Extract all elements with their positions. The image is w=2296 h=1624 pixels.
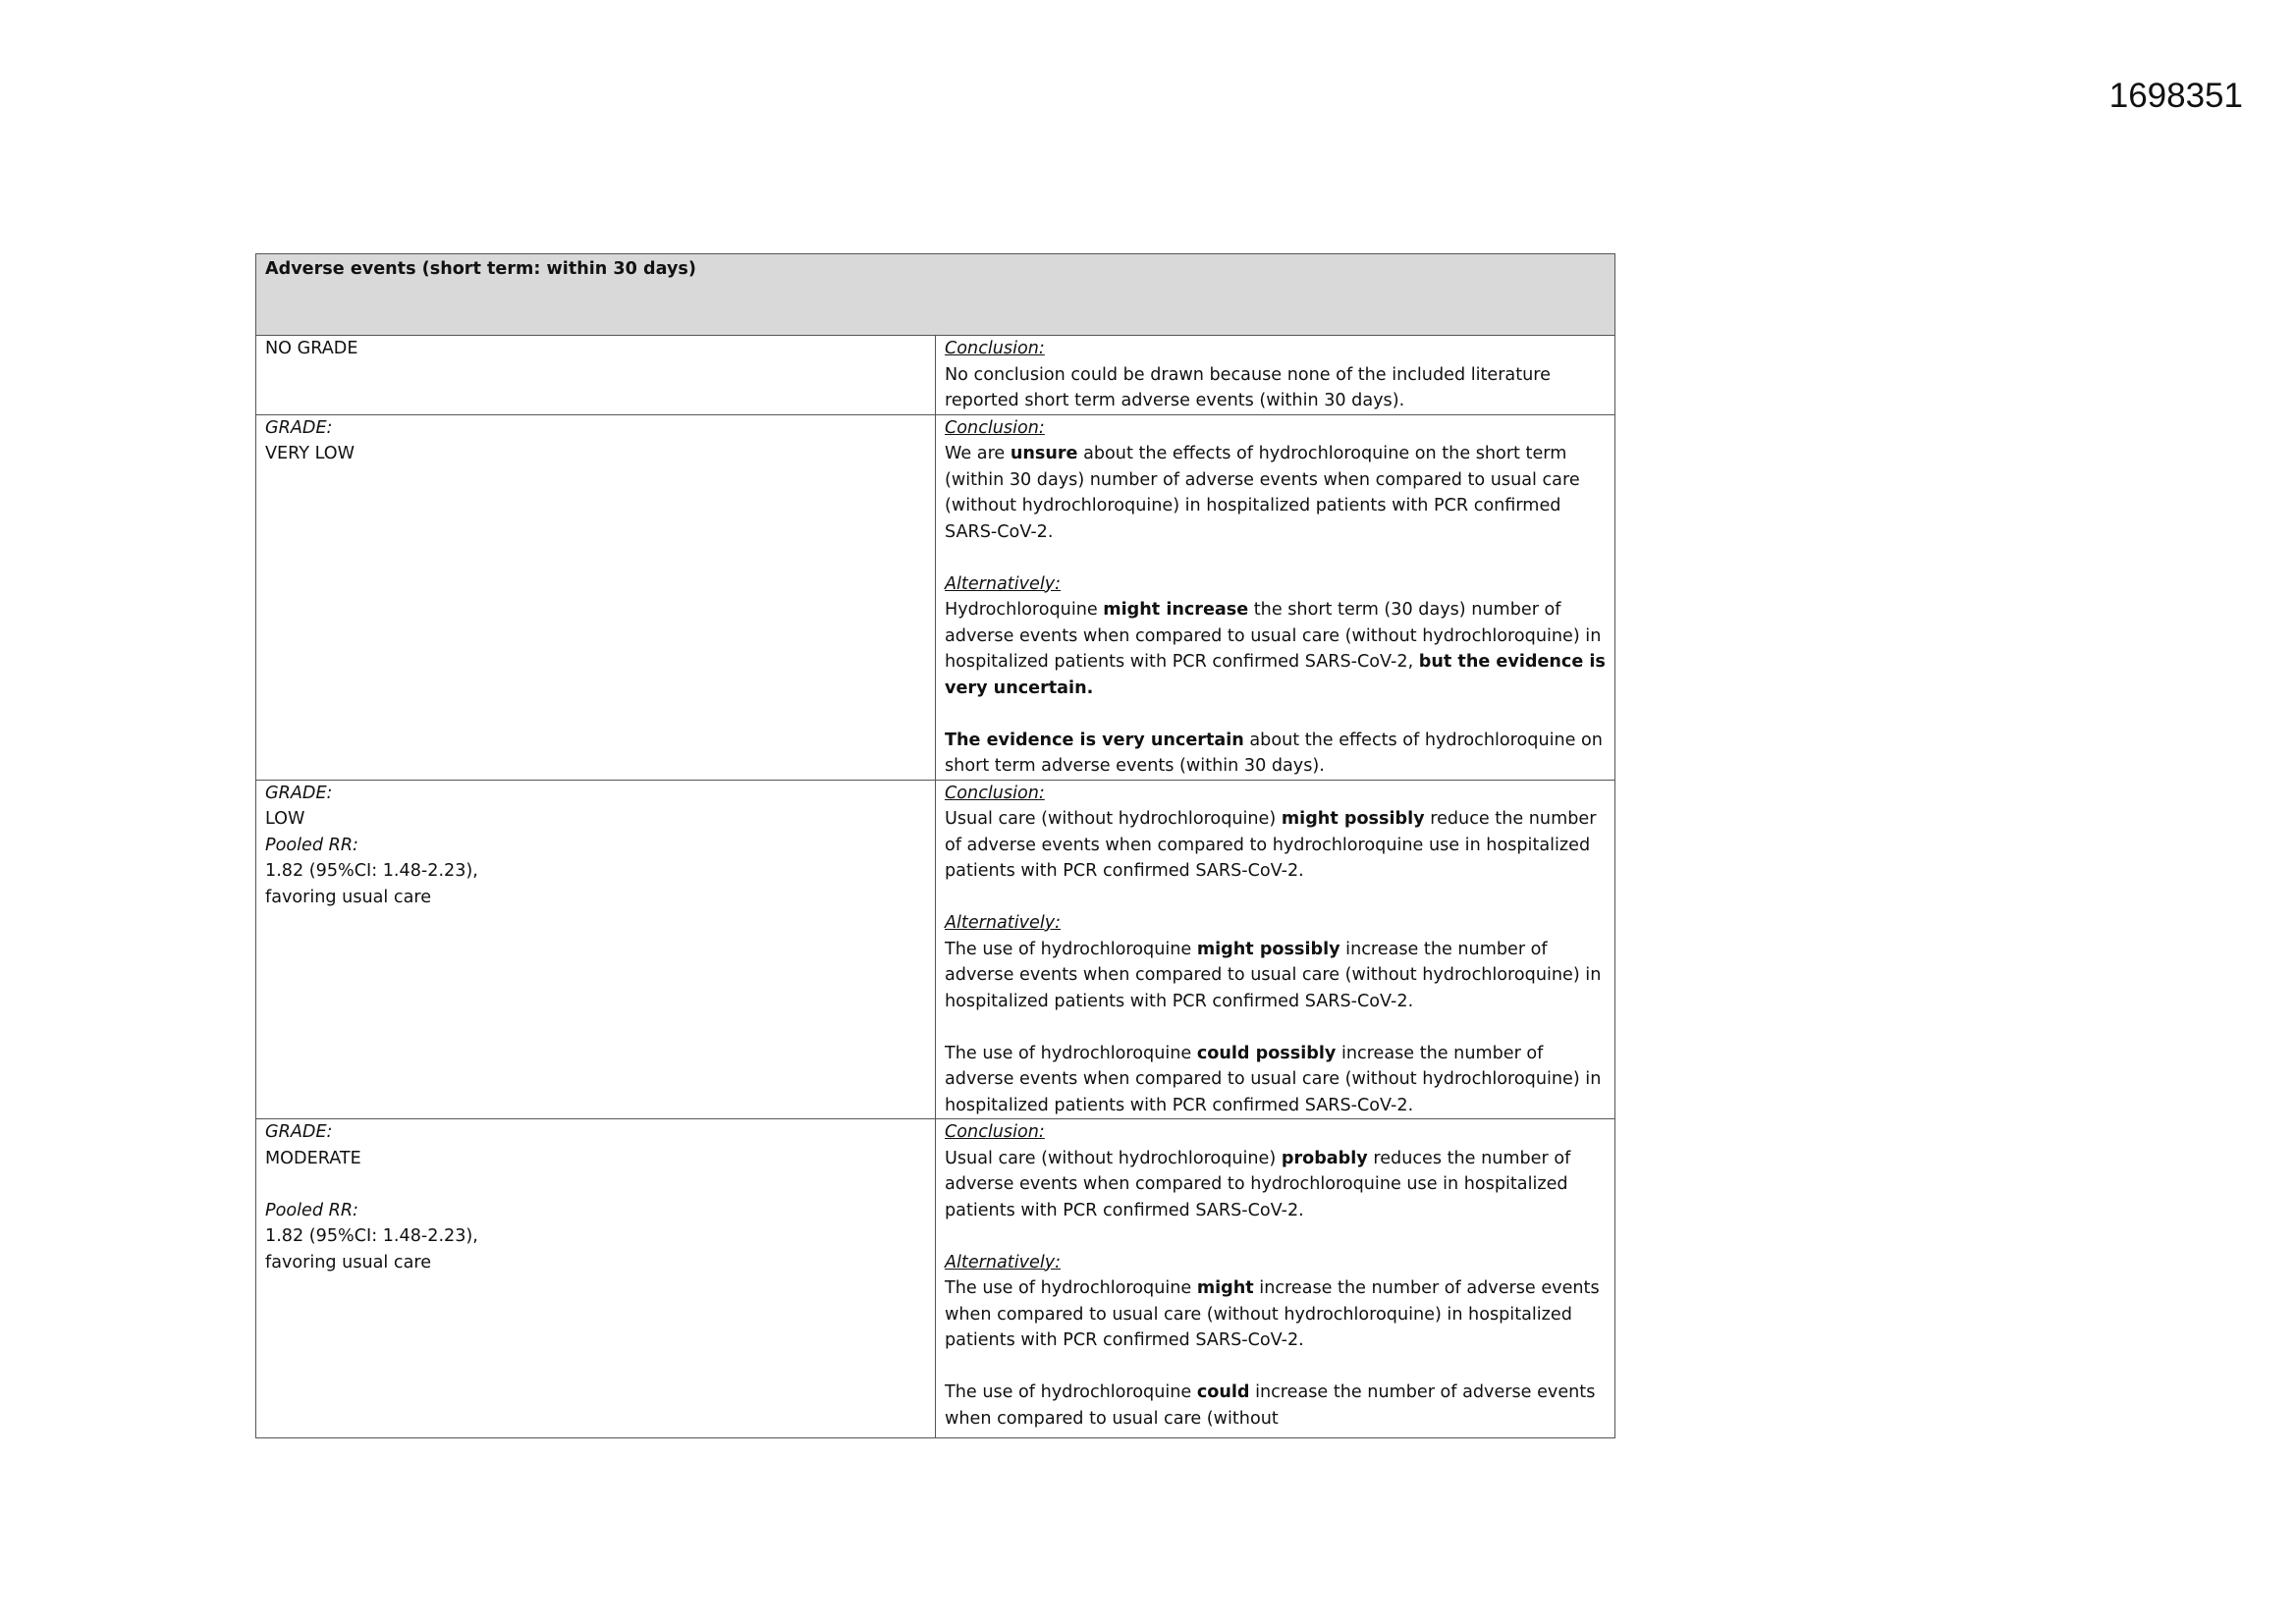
table-row (256, 336, 1615, 415)
alternative-label: Alternatively: (945, 913, 1062, 933)
conclusion-text: Usual care (without hydrochloroquine) probably reduces the number of adverse events when compared to hydrochloroquine use in hospitalized patients with PCR confirmed SARS-CoV-2. (945, 1148, 1571, 1220)
alternative-text: Hydrochloroquine might increase the short term (30 days) number of adverse events when compared to usual care (without hydrochloroquine) in hospitalized patients with PCR confirmed SARS-CoV-2, but the evidence is very uncertain. (945, 600, 1606, 698)
grade-cell (256, 336, 936, 415)
table-header-row (256, 254, 1615, 336)
grade-cell (256, 1119, 936, 1438)
alternative-text: The use of hydrochloroquine might possibly increase the number of adverse events when compared to usual care (without hydrochloroquine) in hospitalized patients with PCR confirmed SARS-CoV-2. (945, 939, 1602, 1011)
grade-cell (256, 780, 936, 1119)
grade-label: GRADE: (265, 417, 333, 438)
document-number: 1698351 (2108, 77, 2243, 115)
table-row (256, 1119, 1615, 1438)
pooled-rr-label: Pooled RR: (265, 835, 358, 855)
final-text: The use of hydrochloroquine could increase the number of adverse events when compared to usual care (without (945, 1382, 1596, 1429)
grade-value: MODERATE (265, 1148, 361, 1168)
conclusion-cell (936, 414, 1615, 780)
conclusion-label: Conclusion: (945, 417, 1045, 438)
conclusion-label: Conclusion: (945, 783, 1045, 803)
conclusion-cell (936, 780, 1615, 1119)
conclusion-text: No conclusion could be drawn because none of the included literature reported short term adverse events (within 30 days). (945, 364, 1551, 410)
table-row (256, 780, 1615, 1119)
table-header: Adverse events (short term: within 30 days) (256, 254, 1615, 336)
table-row (256, 414, 1615, 780)
conclusion-text: Usual care (without hydrochloroquine) might possibly reduce the number of adverse events when compared to hydrochloroquine use in hospitalized patients with PCR confirmed SARS-CoV-2. (945, 809, 1597, 881)
conclusion-cell (936, 336, 1615, 415)
alternative-label: Alternatively: (945, 573, 1062, 594)
pooled-rr-note: favoring usual care (265, 1252, 432, 1272)
conclusion-text: We are unsure about the effects of hydrochloroquine on the short term (within 30 days) number of adverse events when compared to usual care (without hydrochloroquine) in hospitalized patients with PCR confirmed SARS-CoV-2. (945, 444, 1580, 542)
alternative-label: Alternatively: (945, 1252, 1062, 1272)
adverse-events-table (255, 253, 1615, 1438)
grade-value: NO GRADE (265, 339, 358, 358)
grade-value: VERY LOW (265, 444, 355, 463)
conclusion-label: Conclusion: (945, 1122, 1045, 1142)
pooled-rr-value: 1.82 (95%CI: 1.48-2.23), (265, 1226, 478, 1246)
grade-cell (256, 414, 936, 780)
grade-value: LOW (265, 809, 305, 829)
conclusion-label: Conclusion: (945, 339, 1045, 358)
grade-label: GRADE: (265, 1122, 333, 1142)
conclusion-cell (936, 1119, 1615, 1438)
grade-label: GRADE: (265, 783, 333, 803)
final-text: The evidence is very uncertain about the effects of hydrochloroquine on short term adverse events (within 30 days). (945, 730, 1603, 776)
final-text: The use of hydrochloroquine could possibly increase the number of adverse events when compared to usual care (without hydrochloroquine) in hospitalized patients with PCR confirmed SARS-CoV-2. (945, 1043, 1602, 1115)
pooled-rr-value: 1.82 (95%CI: 1.48-2.23), (265, 861, 478, 881)
pooled-rr-note: favoring usual care (265, 887, 432, 907)
alternative-text: The use of hydrochloroquine might increase the number of adverse events when compared to usual care (without hydrochloroquine) in hospitalized patients with PCR confirmed SARS-CoV-2. (945, 1278, 1600, 1350)
pooled-rr-label: Pooled RR: (265, 1200, 358, 1220)
